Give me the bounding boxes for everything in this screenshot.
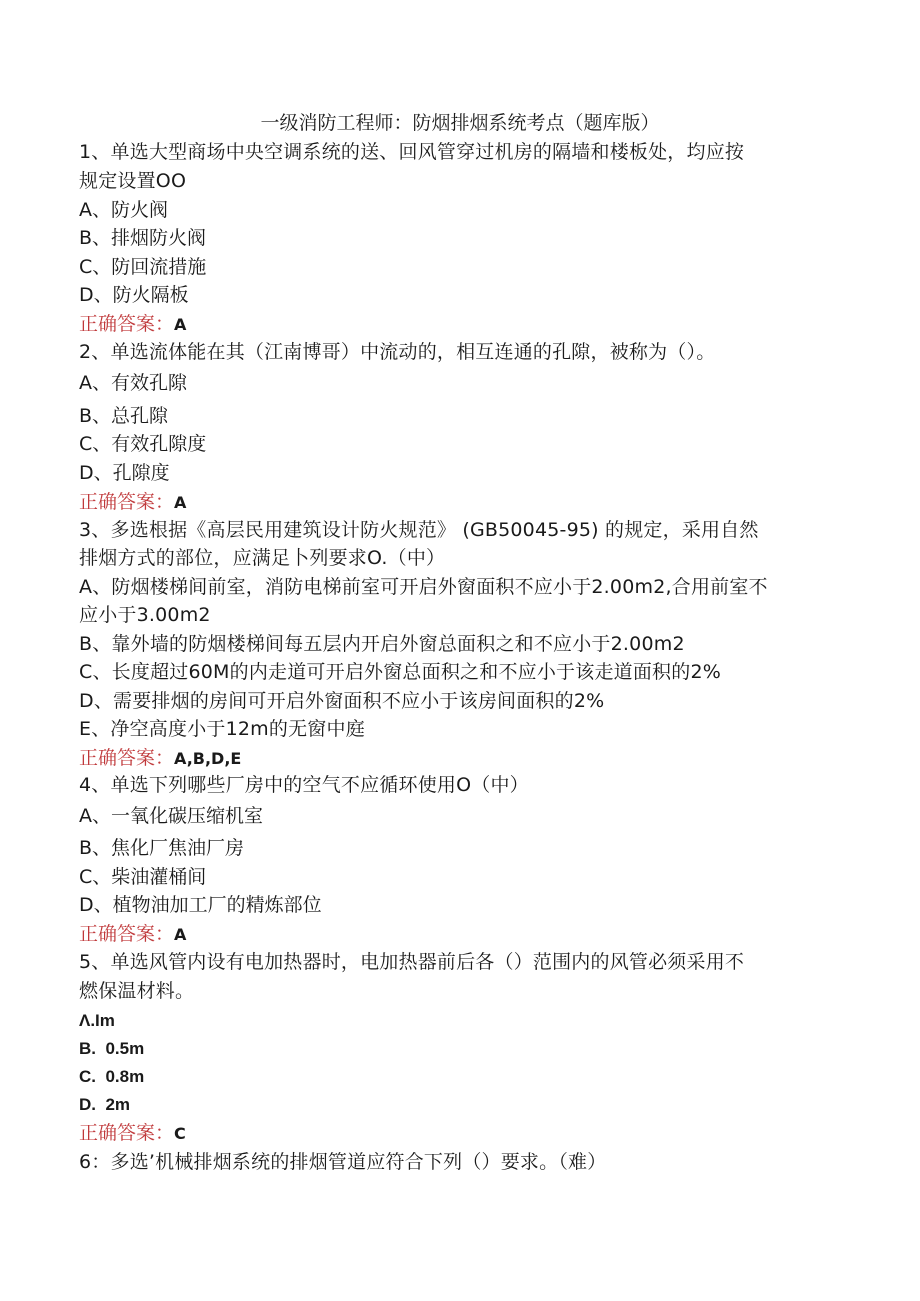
document-title: 一级消防工程师：防烟排烟系统考点（题库版） [260, 112, 660, 134]
question-4-option-c: C、柴油灌桶间 [79, 866, 207, 888]
question-3-answer [79, 745, 241, 772]
question-3-stem-line2: 排烟方式的部位，应满足卜列要求O.（中） [79, 547, 446, 569]
question-5-stem-line1: 5、单选风管内设有电加热器时，电加热器前后各（）范围内的风管必须采用不 [79, 951, 745, 973]
answer-label: 正确答案： [79, 491, 175, 513]
answer-value: A,B,D,E [174, 749, 242, 768]
question-4-option-b: B、焦化厂焦油厂房 [79, 837, 245, 859]
answer-value: A [174, 925, 187, 944]
question-4-option-d: D、植物油加工厂的精炼部位 [79, 894, 322, 916]
question-3-option-a-line1: A、防烟楼梯间前室，消防电梯前室可开启外窗面积不应小于2.00m2,合用前室不 [79, 576, 768, 598]
question-2-stem-line1: 2、单选流体能在其（江南博哥）中流动的，相互连通的孔隙，被称为（）。 [79, 341, 716, 363]
question-3-option-c: C、长度超过60M的内走道可开启外窗总面积之和不应小于该走道面积的2% [79, 661, 721, 683]
question-3-stem-line1: 3、多选根据《高层民用建筑设计防火规范》 (GB50045-95) 的规定，采用自然 [79, 519, 759, 541]
answer-value: C [174, 1124, 186, 1143]
question-3-option-e: E、净空高度小于12m的无窗中庭 [79, 718, 365, 740]
question-3-option-a-line2: 应小于3.00m2 [79, 604, 211, 626]
question-5-answer [79, 1120, 186, 1147]
question-1-option-b: B、排烟防火阀 [79, 227, 207, 249]
question-4-answer [79, 921, 186, 948]
question-4-stem-line1: 4、单选下列哪些厂房中的空气不应循环使用O（中） [79, 774, 529, 796]
question-2-option-d: D、孔隙度 [79, 462, 170, 484]
question-1-stem-line1: 1、单选大型商场中央空调系统的送、回风管穿过机房的隔墙和楼板处，均应按 [79, 141, 745, 163]
question-3-option-d: D、需要排烟的房间可开启外窗面积不应小于该房间面积的2% [79, 690, 605, 712]
question-5-option-b: B. 0.5m [79, 1039, 145, 1058]
answer-value: A [174, 493, 187, 512]
question-3-option-b: B、靠外墙的防烟楼梯间每五层内开启外窗总面积之和不应小于2.00m2 [79, 633, 685, 655]
question-4-option-a: A、一氧化碳压缩机室 [79, 805, 263, 827]
question-5-option-d: D. 2m [79, 1095, 131, 1114]
question-1-option-c: C、防回流措施 [79, 256, 207, 278]
answer-value: A [174, 315, 187, 334]
answer-label: 正确答案： [79, 1122, 175, 1144]
question-5-option-c: C. 0.8m [79, 1067, 145, 1086]
question-5-option-a: Λ.Im [79, 1011, 115, 1030]
question-1-stem-line2: 规定设置OO [79, 170, 187, 192]
question-5-stem-line2: 燃保温材料。 [79, 980, 195, 1002]
question-1-answer [79, 311, 186, 338]
question-1-option-a: A、防火阀 [79, 199, 168, 221]
answer-label: 正确答案： [79, 313, 175, 335]
question-2-option-b: B、总孔隙 [79, 405, 169, 427]
answer-label: 正确答案： [79, 747, 175, 769]
question-2-option-a: A、有效孔隙 [79, 372, 187, 394]
answer-label: 正确答案： [79, 923, 175, 945]
question-2-option-c: C、有效孔隙度 [79, 433, 207, 455]
question-1-option-d: D、防火隔板 [79, 284, 189, 306]
question-2-answer [79, 489, 186, 516]
question-6-stem-line1: 6：多选’机械排烟系统的排烟管道应符合下列（）要求。（难） [79, 1151, 607, 1173]
